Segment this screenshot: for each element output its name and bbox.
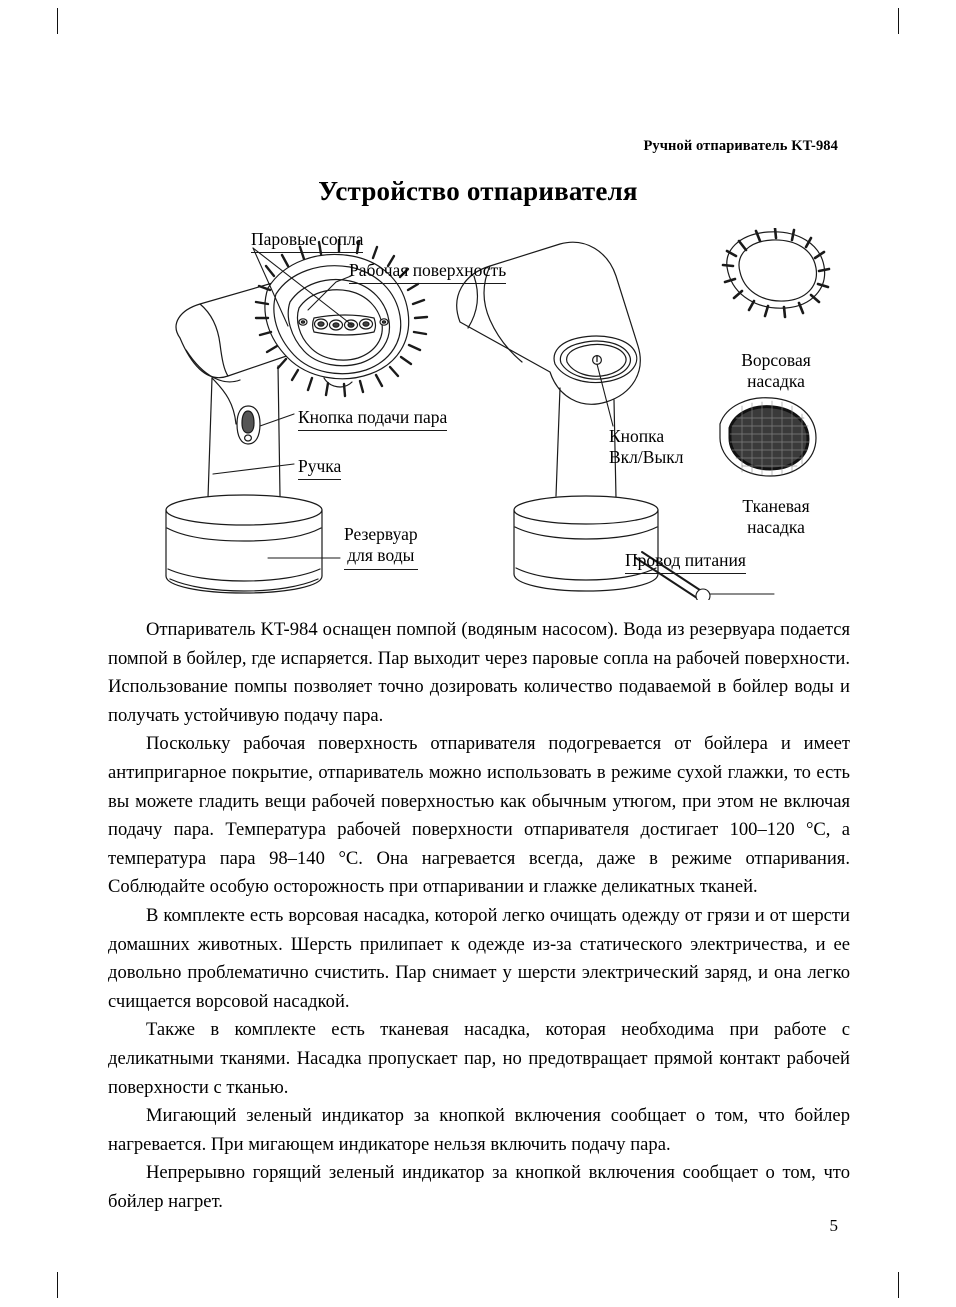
paragraph: Также в комплекте есть тканевая насадка, которая необходима при работе с деликатными тканями. Насадка пропускает пар, но предотвращает прямой контакт рабочей поверхности с тканью. [108,1019,850,1098]
label-lint-attachment [706,350,846,393]
label-power-button [609,426,683,469]
running-head: Ручной отпариватель KT-984 [643,138,838,154]
rear-water-tank [514,496,658,591]
water-tank [166,495,322,593]
fabric-attachment-illustration [720,398,816,476]
steamer-diagram [108,228,868,600]
crop-mark-top-left [57,8,58,34]
paragraph: Непрерывно горящий зеленый индикатор за кнопкой включения сообщает о том, что бойлер нагрет. [108,1162,850,1212]
paragraph: Мигающий зеленый индикатор за кнопкой включения сообщает о том, что бойлер нагревается. При мигающем индикаторе нельзя включить подачу пара. [108,1105,850,1155]
body-text [108,616,850,1216]
label-fabric-attachment-line1: Тканевая [742,496,810,516]
power-button-panel [554,336,637,382]
label-water-tank-line1: Резервуар [344,524,418,544]
label-handle: Ручка [298,456,341,480]
crop-mark-bottom-left [57,1272,58,1298]
label-power-button-line1: Кнопка [609,426,665,446]
label-water-tank-line2: для воды [347,545,415,566]
label-working-surface: Рабочая поверхность [349,260,506,284]
label-fabric-attachment-line2: насадка [747,517,805,538]
paragraph: Поскольку рабочая поверхность отпаривателя подогревается от бойлера и имеет антипригарное покрытие, отпариватель можно использовать в режиме сухой глажки, то есть вы можете гладить вещи рабочей поверхностью как обычным утюгом, при этом не включая подачу пара. Температура рабочей поверхности отпаривателя достигает 100–120 °C, а температура пара 98–140 °C. Она нагревается всегда, даже в режиме отпаривания. Соблюдайте особую осторожность при отпаривании и глажке деликатных тканей. [108,733,850,898]
page-title: Устройство отпаривателя [318,176,638,206]
steamer-rear-view [457,242,706,600]
label-water-tank [344,524,418,570]
label-power-cord: Провод питания [625,550,746,574]
label-power-button-line2: Вкл/Выкл [609,447,684,468]
label-lint-attachment-line2: насадка [747,371,805,392]
paragraph: Отпариватель KT-984 оснащен помпой (водяным насосом). Вода из резервуара подается помпой в бойлер, где испаряется. Пар выходит через паровые сопла на рабочей поверхности. Использование помпы позволяет точно дозировать количество подаваемой в бойлер воды и получать устойчивую подачу пара. [108,619,850,726]
label-steam-button: Кнопка подачи пара [298,407,447,431]
label-fabric-attachment [706,496,846,539]
lint-attachment-illustration [723,228,829,317]
crop-mark-top-right [898,8,899,34]
paragraph: В комплекте есть ворсовая насадка, которой легко очищать одежду от грязи и от шерсти домашних животных. Шерсть прилипает к одежде из-за статического электричества, и ее довольно проблематично счистить. Пар снимает у шерсти электрический заряд, и она легко счищается ворсовой насадкой. [108,904,850,1012]
crop-mark-bottom-right [898,1272,899,1298]
label-steam-nozzles: Паровые сопла [251,229,363,253]
steam-trigger-button [237,406,260,444]
label-lint-attachment-line1: Ворсовая [741,350,811,370]
page-number: 5 [829,1216,838,1235]
